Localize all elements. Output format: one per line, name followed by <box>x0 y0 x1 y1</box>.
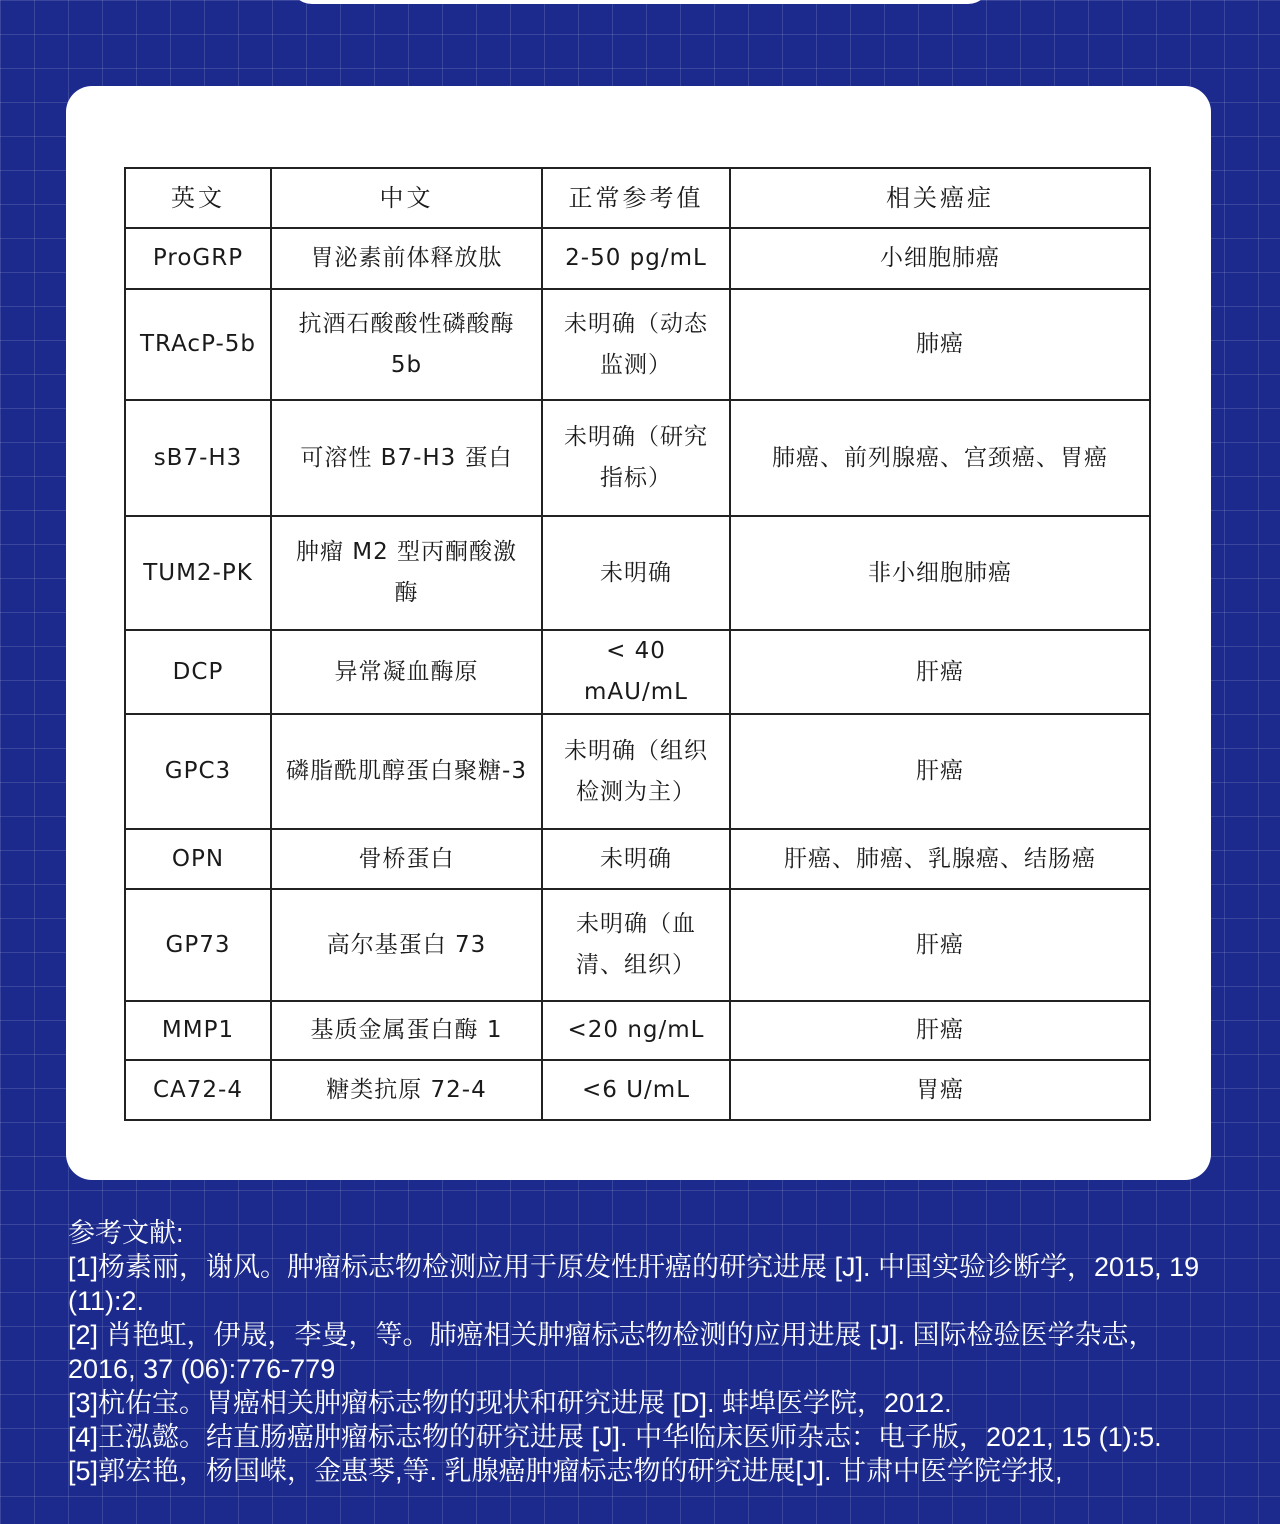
cell-english: MMP1 <box>125 1001 271 1060</box>
cell-chinese: 异常凝血酶原 <box>271 630 542 714</box>
cell-english: TUM2-PK <box>125 516 271 630</box>
cell-chinese: 抗酒石酸酸性磷酸酶 5b <box>271 289 542 400</box>
cell-english: TRAcP-5b <box>125 289 271 400</box>
cell-reference-value: 未明确（血清、组织） <box>542 889 730 1001</box>
reference-item: [3]杭佑宝。胃癌相关肿瘤标志物的现状和研究进展 [D]. 蚌埠医学院，2012. <box>68 1388 952 1418</box>
header-related-cancer: 相关癌症 <box>730 168 1150 228</box>
table-row <box>125 1060 1150 1120</box>
header-chinese: 中文 <box>271 168 542 228</box>
cell-chinese: 骨桥蛋白 <box>271 829 542 889</box>
cell-chinese: 高尔基蛋白 73 <box>271 889 542 1001</box>
cell-related-cancer: 肝癌 <box>730 1001 1150 1060</box>
cell-related-cancer: 非小细胞肺癌 <box>730 516 1150 630</box>
cell-related-cancer: 小细胞肺癌 <box>730 228 1150 289</box>
cell-chinese: 胃泌素前体释放肽 <box>271 228 542 289</box>
cell-related-cancer: 肝癌 <box>730 714 1150 829</box>
cell-english: GP73 <box>125 889 271 1001</box>
table-row <box>125 289 1150 400</box>
table-row <box>125 630 1150 714</box>
cell-reference-value: 2-50 pg/mL <box>542 228 730 289</box>
header-reference-value: 正常参考值 <box>542 168 730 228</box>
table-row <box>125 714 1150 829</box>
references-heading: 参考文献: <box>68 1218 184 1248</box>
reference-item: [1]杨素丽，谢风。肿瘤标志物检测应用于原发性肝癌的研究进展 [J]. 中国实验诊断学，2015, 19 (11):2. <box>68 1252 1200 1316</box>
cell-related-cancer: 肝癌 <box>730 630 1150 714</box>
cell-chinese: 可溶性 B7-H3 蛋白 <box>271 400 542 516</box>
cell-related-cancer: 肺癌、前列腺癌、宫颈癌、胃癌 <box>730 400 1150 516</box>
cell-reference-value: 未明确（动态监测） <box>542 289 730 400</box>
cell-reference-value: <6 U/mL <box>542 1060 730 1120</box>
cell-chinese: 糖类抗原 72-4 <box>271 1060 542 1120</box>
table-row <box>125 889 1150 1001</box>
table-row <box>125 400 1150 516</box>
cell-related-cancer: 胃癌 <box>730 1060 1150 1120</box>
cell-chinese: 肿瘤 M2 型丙酮酸激酶 <box>271 516 542 630</box>
cell-english: OPN <box>125 829 271 889</box>
cell-english: ProGRP <box>125 228 271 289</box>
cell-reference-value: 未明确 <box>542 516 730 630</box>
top-tab-decoration <box>290 0 990 4</box>
cell-related-cancer: 肺癌 <box>730 289 1150 400</box>
cell-english: sB7-H3 <box>125 400 271 516</box>
cell-reference-value: <20 ng/mL <box>542 1001 730 1060</box>
cell-reference-value: 未明确（研究指标） <box>542 400 730 516</box>
cell-english: GPC3 <box>125 714 271 829</box>
tumor-marker-table <box>124 167 1151 1121</box>
cell-reference-value: < 40 mAU/mL <box>542 630 730 714</box>
reference-item: [4]王泓懿。结直肠癌肿瘤标志物的研究进展 [J]. 中华临床医师杂志：电子版，2021, 15 (1):5. <box>68 1422 1162 1452</box>
table-row <box>125 228 1150 289</box>
header-english: 英文 <box>125 168 271 228</box>
cell-related-cancer: 肝癌 <box>730 889 1150 1001</box>
cell-reference-value: 未明确（组织检测为主） <box>542 714 730 829</box>
table-header-row <box>125 168 1150 228</box>
cell-chinese: 磷脂酰肌醇蛋白聚糖-3 <box>271 714 542 829</box>
cell-english: DCP <box>125 630 271 714</box>
table-row <box>125 1001 1150 1060</box>
table-row <box>125 516 1150 630</box>
cell-reference-value: 未明确 <box>542 829 730 889</box>
table-row <box>125 829 1150 889</box>
cell-english: CA72-4 <box>125 1060 271 1120</box>
reference-item: [2] 肖艳虹，伊晟，李曼，等。肺癌相关肿瘤标志物检测的应用进展 [J]. 国际检验医学杂志，2016, 37 (06):776-779 <box>68 1320 1156 1384</box>
reference-item: [5]郭宏艳，杨国嵘，金惠琴,等. 乳腺癌肿瘤标志物的研究进展[J]. 甘肃中医学院学报, <box>68 1456 1063 1486</box>
references-section <box>68 1216 1218 1488</box>
cell-chinese: 基质金属蛋白酶 1 <box>271 1001 542 1060</box>
cell-related-cancer: 肝癌、肺癌、乳腺癌、结肠癌 <box>730 829 1150 889</box>
